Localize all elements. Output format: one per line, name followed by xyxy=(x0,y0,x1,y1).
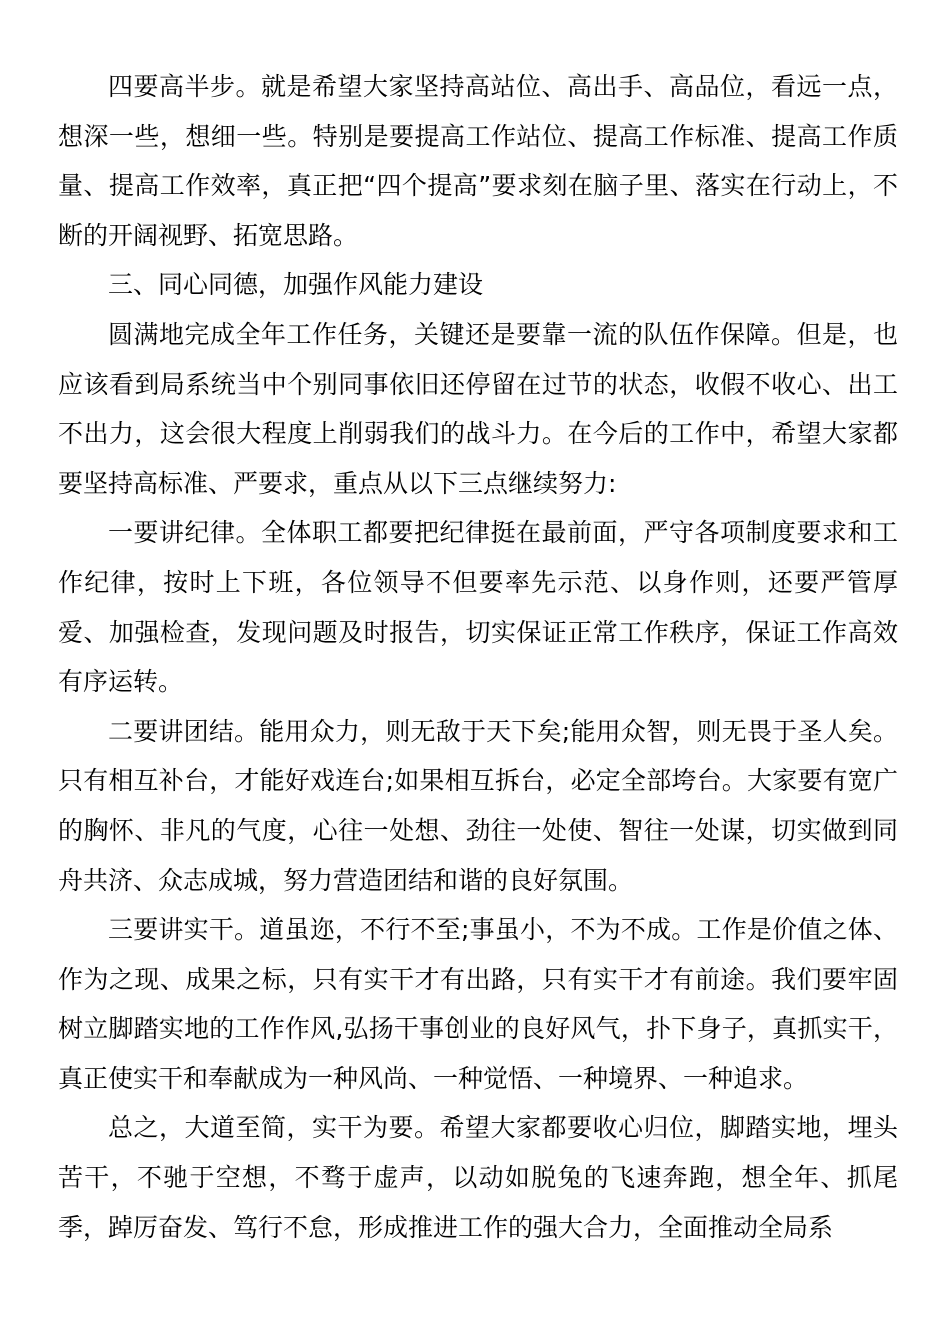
document-page xyxy=(58,62,898,1252)
paragraph-team-guarantee: 圆满地完成全年工作任务，关键还是要靠一流的队伍作保障。但是，也应该看到局系统当中个别同事依旧还停留在过节的状态，收假不收心、出工不出力，这会很大程度上削弱我们的战斗力。在今后的工作中，希望大家都要坚持高标准、严要求，重点从以下三点继续努力: xyxy=(58,319,898,498)
section-heading-three: 三、同心同德，加强作风能力建设 xyxy=(108,270,484,300)
paragraph-unity: 二要讲团结。能用众力，则无敌于天下矣;能用众智，则无畏于圣人矣。只有相互补台，才能好戏连台;如果相互拆台，必定全部垮台。大家要有宽广的胸怀、非凡的气度，心往一处想、劲往一处使、智往一处谋，切实做到同舟共济、众志成城，努力营造团结和谐的良好氛围。 xyxy=(58,716,898,895)
paragraph-four-half-step: 四要高半步。就是希望大家坚持高站位、高出手、高品位，看远一点，想深一些，想细一些。特别是要提高工作站位、提高工作标准、提高工作质量、提高工作效率，真正把“四个提高”要求刻在脑子里、落实在行动上，不断的开阔视野、拓宽思路。 xyxy=(58,72,898,250)
paragraph-discipline: 一要讲纪律。全体职工都要把纪律挺在最前面，严守各项制度要求和工作纪律，按时上下班，各位领导不但要率先示范、以身作则，还要严管厚爱、加强检查，发现问题及时报告，切实保证正常工作秩序，保证工作高效有序运转。 xyxy=(58,518,898,697)
paragraph-conclusion: 总之，大道至简，实干为要。希望大家都要收心归位，脚踏实地，埋头苦干，不驰于空想，不骛于虚声，以动如脱兔的飞速奔跑，想全年、抓尾季，踔厉奋发、笃行不怠，形成推进工作的强大合力，全面推动全局系 xyxy=(58,1113,898,1242)
paragraph-hard-work: 三要讲实干。道虽迩，不行不至;事虽小，不为不成。工作是价值之体、作为之现、成果之标，只有实干才有出路，只有实干才有前途。我们要牢固树立脚踏实地的工作作风,弘扬干事创业的良好风气，扑下身子，真抓实干，真正使实干和奉献成为一种风尚、一种觉悟、一种境界、一种追求。 xyxy=(58,915,898,1093)
